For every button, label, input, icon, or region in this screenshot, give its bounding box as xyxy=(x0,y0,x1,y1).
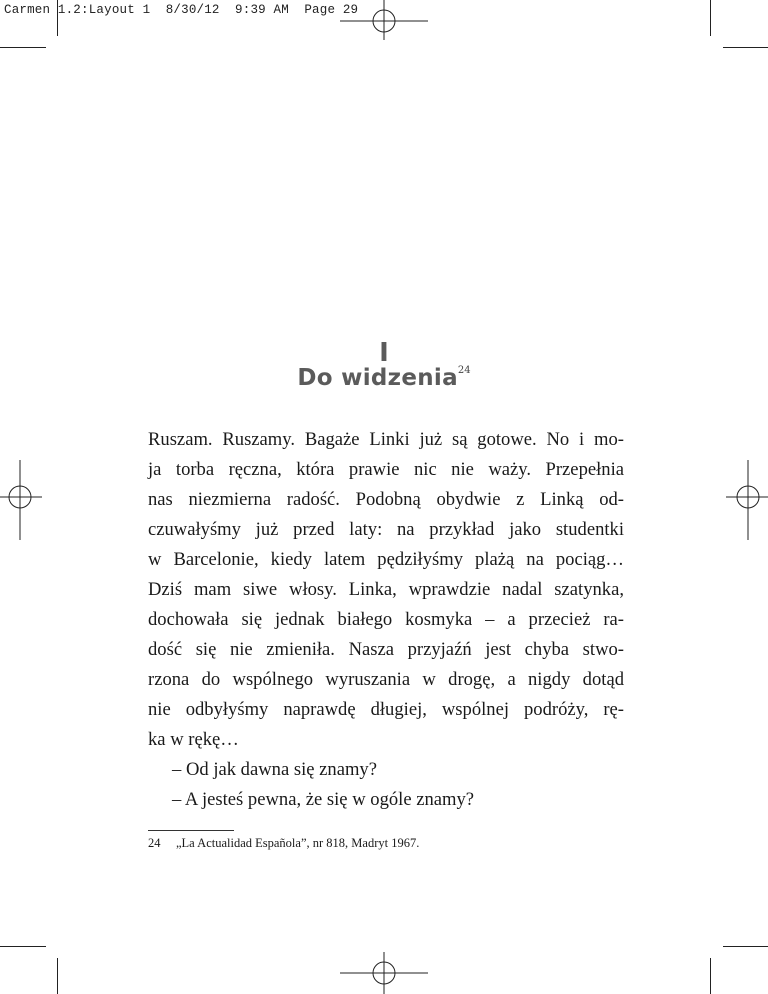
body-text xyxy=(148,425,624,815)
text-line: ka w rękę… xyxy=(148,729,239,750)
text-line: ja torba ręczna, która prawie nic nie waży. Przepełnia xyxy=(148,459,624,480)
footnote-number: 24 xyxy=(148,836,161,850)
footnote-reference: 24 xyxy=(457,365,471,376)
text-line: Ruszam. Ruszamy. Bagaże Linki już są gotowe. No i mo- xyxy=(148,429,624,450)
text-line: nas niezmierna radość. Podobną obydwie z Linką od- xyxy=(148,489,624,510)
registration-mark-left xyxy=(0,460,42,540)
dialogue-line: – A jesteś pewna, że się w ogóle znamy? xyxy=(172,789,475,810)
text-line: dochowała się jednak białego kosmyka – a przecież ra- xyxy=(148,609,624,630)
chapter-title xyxy=(0,365,768,391)
chapter-number: I xyxy=(379,338,389,368)
registration-mark-top xyxy=(340,0,428,40)
registration-mark-right xyxy=(726,460,768,540)
dialogue-line: – Od jak dawna się znamy? xyxy=(172,759,377,780)
text-line: Dziś mam siwe włosy. Linka, wprawdzie nadal szatynka, xyxy=(148,579,624,600)
footnote xyxy=(148,836,419,851)
text-line: nie odbyłyśmy naprawdę długiej, wspólnej podróży, rę- xyxy=(148,699,624,720)
print-slug: Carmen 1.2:Layout 1 8/30/12 9:39 AM Page 29 xyxy=(4,3,359,17)
registration-mark-bottom xyxy=(340,952,428,994)
text-line: rzona do wspólnego wyruszania w drogę, a nigdy dotąd xyxy=(148,669,624,690)
chapter-title-text: Do widzenia xyxy=(297,365,458,391)
text-line: czuwałyśmy już przed laty: na przykład jako studentki xyxy=(148,519,624,540)
footnote-text: „La Actualidad Española”, nr 818, Madryt 1967. xyxy=(176,836,420,850)
text-line: dość się nie zmieniła. Nasza przyjaźń jest chyba stwo- xyxy=(148,639,624,660)
text-line: w Barcelonie, kiedy latem pędziłyśmy plażą na pociąg… xyxy=(148,549,624,570)
footnote-rule xyxy=(148,830,234,831)
